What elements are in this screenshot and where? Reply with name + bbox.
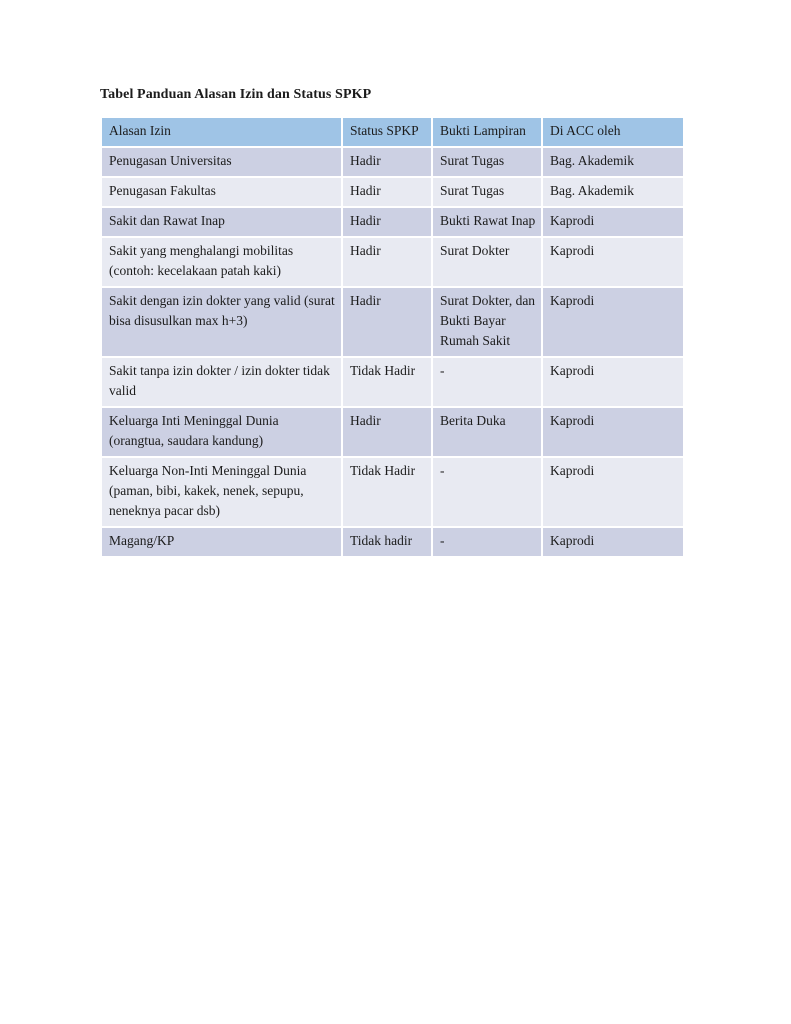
cell-bukti-lampiran: Surat Dokter [432,237,542,287]
cell-di-acc-oleh: Bag. Akademik [542,177,684,207]
cell-di-acc-oleh: Kaprodi [542,357,684,407]
cell-status-spkp: Hadir [342,177,432,207]
cell-bukti-lampiran: - [432,357,542,407]
cell-status-spkp: Tidak hadir [342,527,432,557]
table-row [101,147,684,177]
table-row [101,407,684,457]
table-row [101,237,684,287]
table-row [101,287,684,357]
cell-alasan-izin: Sakit yang menghalangi mobilitas (contoh: kecelakaan patah kaki) [101,237,342,287]
header-bukti-lampiran: Bukti Lampiran [432,117,542,147]
table-row [101,357,684,407]
cell-alasan-izin: Penugasan Universitas [101,147,342,177]
cell-status-spkp: Hadir [342,407,432,457]
header-status-spkp: Status SPKP [342,117,432,147]
cell-di-acc-oleh: Kaprodi [542,287,684,357]
table-title: Tabel Panduan Alasan Izin dan Status SPKP [100,87,372,102]
cell-di-acc-oleh: Kaprodi [542,457,684,527]
table-header-row [101,117,684,147]
header-alasan-izin: Alasan Izin [101,117,342,147]
table-row [101,207,684,237]
cell-status-spkp: Hadir [342,287,432,357]
cell-bukti-lampiran: Surat Tugas [432,147,542,177]
cell-alasan-izin: Keluarga Inti Meninggal Dunia (orangtua, saudara kandung) [101,407,342,457]
header-di-acc-oleh: Di ACC oleh [542,117,684,147]
table-row [101,457,684,527]
cell-di-acc-oleh: Kaprodi [542,207,684,237]
cell-bukti-lampiran: Bukti Rawat Inap [432,207,542,237]
table-row [101,527,684,557]
cell-di-acc-oleh: Kaprodi [542,407,684,457]
cell-bukti-lampiran: - [432,527,542,557]
izin-status-table [100,116,685,558]
cell-bukti-lampiran: Surat Dokter, dan Bukti Bayar Rumah Sakit [432,287,542,357]
cell-alasan-izin: Keluarga Non-Inti Meninggal Dunia (paman, bibi, kakek, nenek, sepupu, neneknya pacar dsb) [101,457,342,527]
cell-alasan-izin: Penugasan Fakultas [101,177,342,207]
cell-di-acc-oleh: Bag. Akademik [542,147,684,177]
cell-di-acc-oleh: Kaprodi [542,527,684,557]
cell-alasan-izin: Sakit dengan izin dokter yang valid (surat bisa disusulkan max h+3) [101,287,342,357]
cell-status-spkp: Tidak Hadir [342,357,432,407]
cell-status-spkp: Tidak Hadir [342,457,432,527]
cell-status-spkp: Hadir [342,147,432,177]
cell-alasan-izin: Sakit dan Rawat Inap [101,207,342,237]
cell-status-spkp: Hadir [342,237,432,287]
cell-status-spkp: Hadir [342,207,432,237]
cell-bukti-lampiran: - [432,457,542,527]
cell-di-acc-oleh: Kaprodi [542,237,684,287]
cell-alasan-izin: Magang/KP [101,527,342,557]
cell-bukti-lampiran: Berita Duka [432,407,542,457]
cell-bukti-lampiran: Surat Tugas [432,177,542,207]
table-row [101,177,684,207]
cell-alasan-izin: Sakit tanpa izin dokter / izin dokter tidak valid [101,357,342,407]
